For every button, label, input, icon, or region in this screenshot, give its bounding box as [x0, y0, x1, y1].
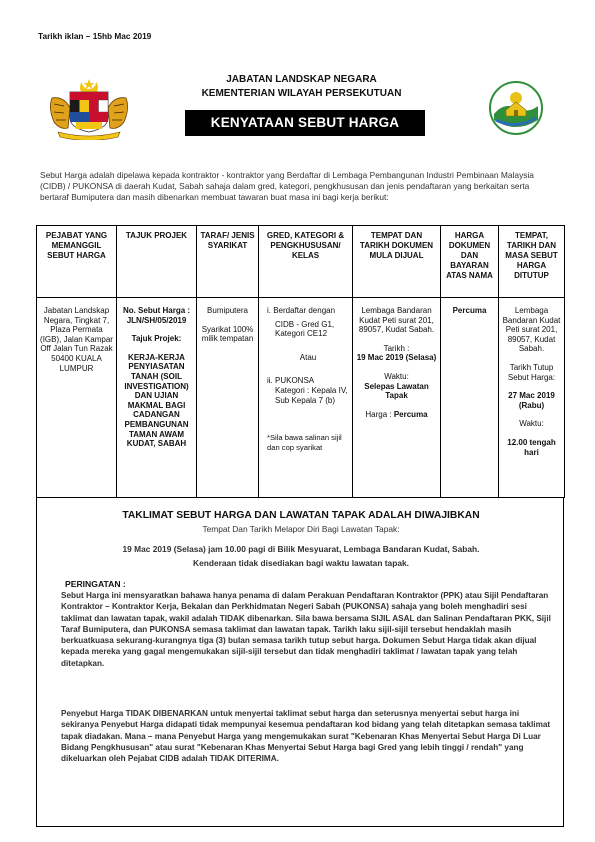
closing-date-label: Tarikh Tutup Sebut Harga: [507, 362, 556, 382]
briefing-section [36, 497, 564, 827]
project-title: KERJA-KERJA PENYIASATAN TANAH (SOIL INVESTIGATION) DAN UJIAN MAKMAL BAGI CADANGAN PEMBANGUNAN TAMAN AWAM KUDAT, SABAH [124, 352, 189, 449]
briefing-date: 19 Mac 2019 (Selasa) jam 10.00 pagi di Bilik Mesyuarat, Lembaga Bandaran Kudat, Sabah. [122, 544, 480, 554]
quotation-number: No. Sebut Harga : JLN/SH/05/2019 [122, 306, 191, 325]
warning-paragraph-1: Sebut Harga ini mensyaratkan bahawa hanya penama di dalam Perakuan Pendaftaran Kontraktor (PPK) atau Sijil Pendaftaran Kontraktor – Kontraktor Kerja, Bekalan dan Perkhidmatan Negeri Sabah (PUKONSA) sahaja yang boleh menghadiri sesi taklimat dan lawatan tapak, wakil adalah TIDAK dibenarkan. Sila bawa bersama SIJIL ASAL dan Salinan Pendaftaran PKK, Sijil Taraf Bumiputera, dan PUKONSA semasa taklimat dan lawatan tapak. Tarikh laku sijil-sijil tersebut hendaklah masih berkuatkuasa sekurang-kurangnya tiga (3) bulan semasa tarikh tutup sebut harga. Dokumen Sebut Harga tidak akan dijual kepada mereka yang gagal mengemukakan sijil-sijil tersebut dan tidak menghadiri taklimat / lawatan tapak yang telah ditetapkan. [61, 591, 551, 668]
sale-time: Selepas Lawatan Tapak [364, 381, 429, 401]
briefing-subtitle: Tempat Dan Tarikh Melapor Diri Bagi Lawatan Tapak: [202, 524, 400, 534]
office-cell [37, 298, 117, 498]
sale-price-line [356, 410, 437, 420]
column-header: TARAF/ JENIS SYARIKAT [197, 226, 259, 298]
sale-price: Percuma [393, 409, 428, 419]
header-line-2: KEMENTERIAN WILAYAH PERSEKUTUAN [201, 88, 402, 99]
closing-date: 27 Mac 2019 (Rabu) [508, 391, 555, 410]
briefing-title: TAKLIMAT SEBUT HARGA DAN LAWATAN TAPAK ADALAH DIWAJIBKAN [122, 510, 480, 521]
project-title-label: Tajuk Projek: [131, 334, 182, 344]
closing-time-label: Waktu: [519, 419, 544, 429]
header-line-1: JABATAN LANDSKAP NEGARA [226, 74, 377, 85]
table-header-row [37, 226, 565, 298]
grade-cell [259, 298, 353, 498]
document-price-cell [441, 298, 499, 498]
company-status: Bumiputera [207, 306, 248, 315]
column-header: GRED, KATEGORI & PENGKHUSUSAN/ KELAS [259, 226, 353, 298]
sale-date: 19 Mac 2019 (Selasa) [356, 353, 437, 363]
briefing-transport-note: Kenderaan tidak disediakan bagi waktu lawatan tapak. [193, 558, 409, 568]
page-title: KENYATAAN SEBUT HARGA [185, 110, 425, 136]
warning-paragraph-2: Penyebut Harga TIDAK DIBENARKAN untuk menyertai taklimat sebut harga dan seterusnya menyertai sebut harga ini sekiranya Penyebut Harga didapati tidak mempunyai kesemua pendaftaran kod bidang yang telah ditetapkan semasa taklimat tapak diadakan. Mana – mana Penyebut Harga yang mengemukakan surat "Kebenaran Khas Menyertai Sebut Harga Di Luar Bidang Pengkhususan" atau surat "Kebenaran Khas Menyertai Sebut Harga bagi Gred yang lebih tinggi / rendah" yang dikeluarkan oleh Pejabat CIDB adalah TIDAK DITERIMA. [61, 709, 551, 764]
office-address: Jabatan Landskap Negara, Tingkat 7, Plaza Permata (IGB), Jalan Kampar Off Jalan Tun Razak 50400 KUALA LUMPUR [40, 306, 113, 373]
sale-date-label: Tarikh : [383, 343, 410, 353]
tender-table [36, 225, 565, 498]
closing-place: Lembaga Bandaran Kudat Peti surat 201, 89057, Kudat Sabah. [502, 306, 561, 354]
document-price: Percuma [452, 306, 487, 315]
grade-item-1-detail: CIDB - Gred G1, Kategori CE12 [275, 319, 335, 339]
column-header: HARGA DOKUMEN DAN BAYARAN ATAS NAMA [441, 226, 499, 298]
sale-place: Lembaga Bandaran Kudat Peti surat 201, 89057, Kudat Sabah. [358, 306, 435, 335]
sale-price-label: Harga : [365, 409, 394, 419]
grade-note: *Sila bawa salinan sijil dan cop syarikat [267, 433, 342, 452]
closing-time: 12.00 tengah hari [507, 437, 556, 457]
company-type-cell [197, 298, 259, 498]
column-header: TEMPAT DAN TARIKH DOKUMEN MULA DIJUAL [353, 226, 441, 298]
project-cell [117, 298, 197, 498]
intro-paragraph: Sebut Harga adalah dipelawa kepada kontraktor - kontraktor yang Berdaftar di Lembaga Pembangunan Industri Pembinaan Malaysia (CIDB) / PUKONSA di daerah Kudat, Sabah sahaja dalam gred, kategori, pengkhususan dan jenis pendaftaran yang berkaitan serta bertaraf Bumiputera dan masih dibenarkan membuat tawaran buat masa ini bagi kerja berikut: [40, 170, 534, 203]
company-ownership: Syarikat 100% milik tempatan [201, 324, 254, 344]
warning-heading: PERINGATAN : [65, 579, 126, 589]
table-row [37, 298, 565, 498]
ad-date: Tarikh iklan – 15hb Mac 2019 [38, 31, 152, 41]
column-header: TAJUK PROJEK [117, 226, 197, 298]
grade-item-1: i. Berdaftar dengan [267, 306, 336, 315]
sale-cell [353, 298, 441, 498]
column-header: TEMPAT, TARIKH DAN MASA SEBUT HARGA DITUTUP [499, 226, 565, 298]
closing-cell [499, 298, 565, 498]
grade-item-2: ii. PUKONSA [267, 376, 315, 386]
column-header: PEJABAT YANG MEMANGGIL SEBUT HARGA [37, 226, 117, 298]
grade-or: Atau [299, 352, 317, 362]
grade-item-2-detail: Kategori : Kepala IV, Sub Kepala 7 (b) [275, 385, 348, 405]
sale-time-label: Waktu: [384, 371, 409, 381]
